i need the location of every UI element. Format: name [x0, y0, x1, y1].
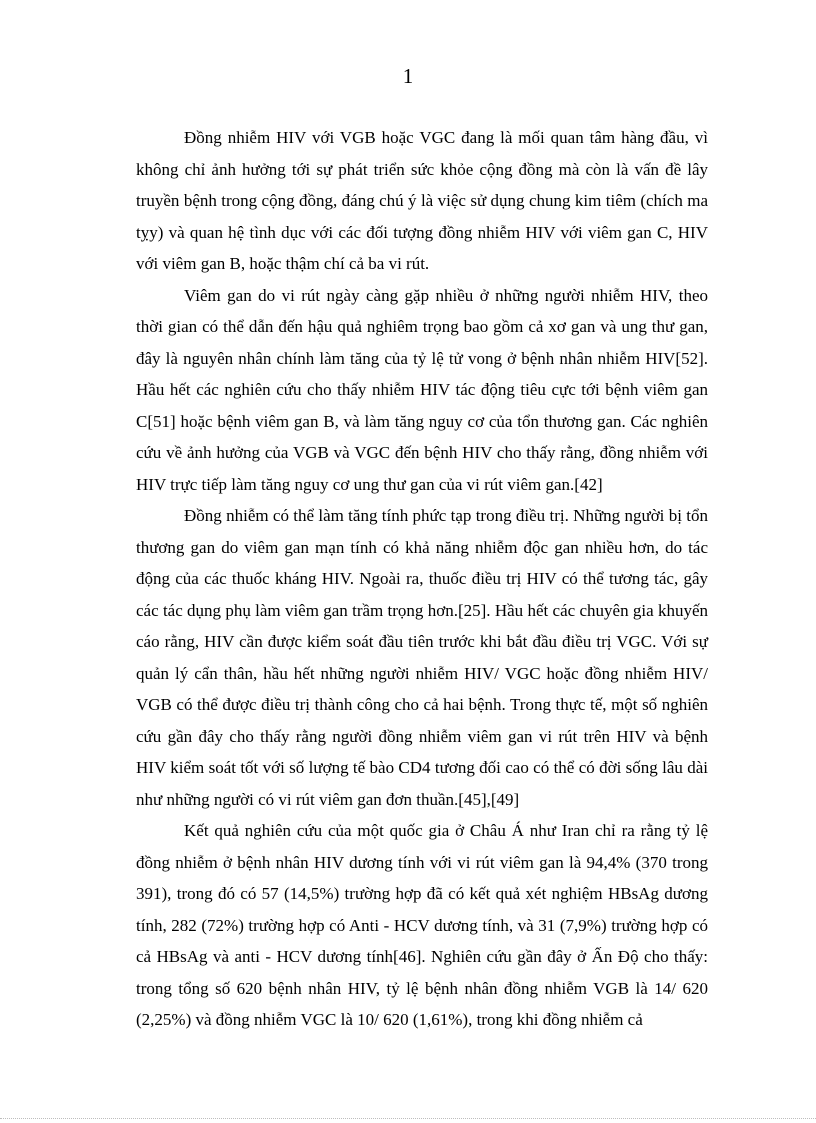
paragraph-viral-hepatitis-hiv: Viêm gan do vi rút ngày càng gặp nhiều ở những người nhiễm HIV, theo thời gian có thể dẫn đến hậu quả nghiêm trọng bao gồm cả xơ gan và ung thư gan, đây là nguyên nhân chính làm tăng của tỷ lệ tử vong ở bệnh nhân nhiễm HIV[52]. Hầu hết các nghiên cứu cho thấy nhiễm HIV tác động tiêu cực tới bệnh viêm gan C[51] hoặc bệnh viêm gan B, và làm tăng nguy cơ của tổn thương gan. Các nghiên cứu về ảnh hưởng của VGB và VGC đến bệnh HIV cho thấy rằng, đồng nhiễm với HIV trực tiếp làm tăng nguy cơ ung thư gan của vi rút viêm gan.[42] [136, 285, 708, 494]
paragraph-coinfection-concern: Đồng nhiễm HIV với VGB hoặc VGC đang là mối quan tâm hàng đầu, vì không chỉ ảnh hưởng tới sự phát triển sức khỏe cộng đồng mà còn là vấn đề lây truyền bệnh trong cộng đồng, đáng chú ý là việc sử dụng chung kim tiêm (chích ma tỵy) và quan hệ tình dục với các đối tượng đồng nhiễm HIV với viêm gan C, HIV với viêm gan B, hoặc thậm chí cả ba vi rút. [136, 128, 708, 273]
paragraph-treatment-complexity: Đồng nhiễm có thể làm tăng tính phức tạp trong điều trị. Những người bị tổn thương gan do viêm gan mạn tính có khả năng nhiễm độc gan nhiều hơn, do tác động của các thuốc kháng HIV. Ngoài ra, thuốc điều trị HIV có thể tương tác, gây các tác dụng phụ làm viêm gan trầm trọng hơn.[25]. Hầu hết các chuyên gia khuyến cáo rằng, HIV cần được kiểm soát đầu tiên trước khi bắt đầu điều trị VGC. Với sự quản lý cẩn thân, hầu hết những người nhiễm HIV/ VGC hoặc đồng nhiễm HIV/ VGB có thể được điều trị thành công cho cả hai bệnh. Trong thực tế, một số nghiên cứu gần đây cho thấy rằng người đồng nhiễm viêm gan vi rút trên HIV và bệnh HIV kiểm soát tốt với số lượng tế bào CD4 tương đối cao có thể có đời sống lâu dài như những người có vi rút viêm gan đơn thuần.[45],[49] [136, 506, 708, 809]
page-number: 1 [402, 64, 414, 88]
body-text [136, 122, 708, 1036]
paragraph-asia-study-results: Kết quả nghiên cứu của một quốc gia ở Châu Á như Iran chỉ ra rằng tỷ lệ đồng nhiễm ở bệnh nhân HIV dương tính với vi rút viêm gan là 94,4% (370 trong 391), trong đó có 57 (14,5%) trường hợp đã có kết quả xét nghiệm HBsAg dương tính, 282 (72%) trường hợp có Anti - HCV dương tính, và 31 (7,9%) trường hợp có cả HBsAg và anti - HCV dương tính[46]. Nghiên cứu gần đây ở Ấn Độ cho thấy: trong tổng số 620 bệnh nhân HIV, tỷ lệ bệnh nhân đồng nhiễm VGB là 14/ 620 (2,25%) và đồng nhiễm VGC là 10/ 620 (1,61%), trong khi đồng nhiễm cả [136, 821, 708, 1029]
page-bottom-divider [0, 1118, 816, 1119]
